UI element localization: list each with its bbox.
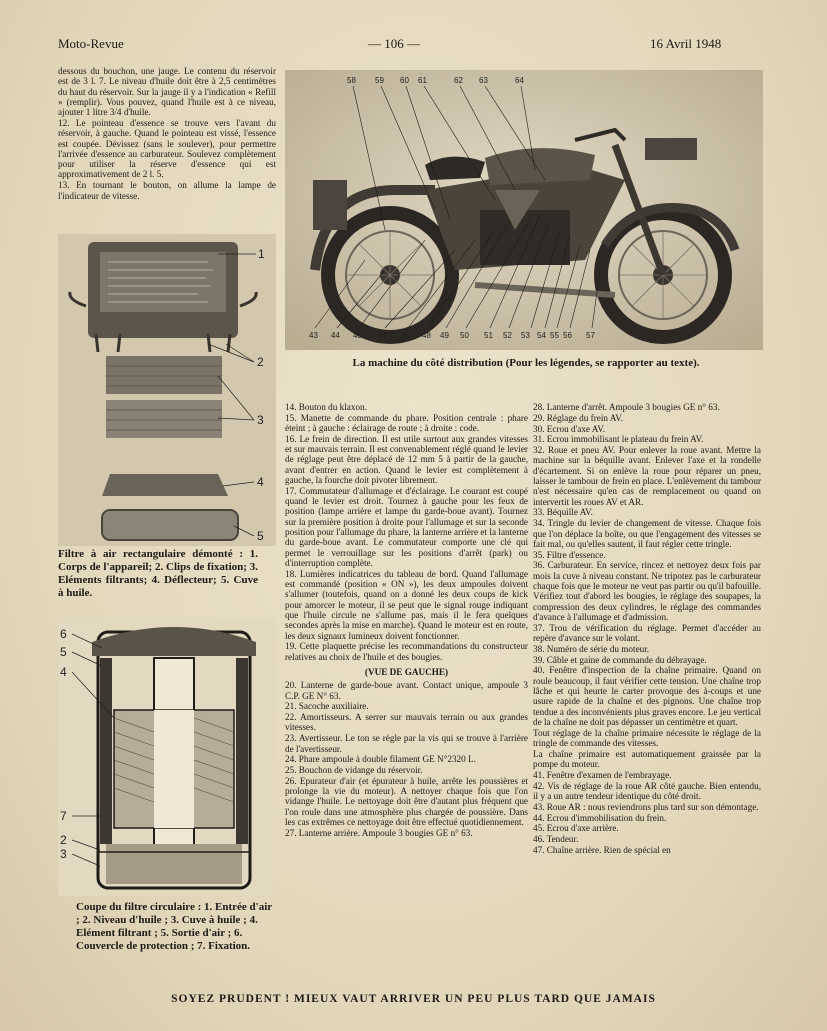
fig1-label-5: 5 <box>257 529 264 543</box>
paragraph: 41. Fenêtre d'examen de l'embrayage. <box>533 769 672 780</box>
callout-46: 46 <box>379 331 388 340</box>
fig1-label-1: 1 <box>258 247 265 261</box>
fig2-label-3: 3 <box>60 847 67 861</box>
paragraph: 38. Numéro de série du moteur. <box>533 643 650 654</box>
paragraph: 21. Sacoche auxiliaire. <box>285 701 369 712</box>
paragraph: 44. Ecrou d'immobilisation du frein. <box>533 812 667 823</box>
callout-57: 57 <box>586 331 595 340</box>
paragraph: 39. Câble et gaine de commande du débrayage. <box>533 654 707 665</box>
callout-64: 64 <box>515 76 524 85</box>
paragraph: 16. Le frein de direction. Il est utile surtout aux grandes vitesses et sur mauvais terrain. Il est convenablement réglé quand le levier de réglage peut être déplacé de 12 mm 5 à partir de la gauche, avant d'entrer en action. Quand le levier est complètement à gauche, la fourche doit pivoter librement. <box>285 433 528 486</box>
fig2-label-2: 2 <box>60 833 67 847</box>
motorcycle-photo <box>285 70 763 350</box>
paragraph: 34. Tringle du levier de changement de vitesse. Chaque fois que l'on déplace la boîte, ou que l'engagement des vitesses se fait mal, ou qu'elles sautent, il faut régler cette tringle. <box>533 518 761 549</box>
fig2-caption: Coupe du filtre circulaire : 1. Entrée d'air ; 2. Niveau d'huile ; 3. Cuve à huile ; 4. Elément filtrant ; 5. Sortie d'air ; 6. Couvercle de protection ; 7. Fixation. <box>76 901 272 952</box>
paragraph: 29. Réglage du frein AV. <box>533 412 623 423</box>
fig1-label-2: 2 <box>257 355 264 369</box>
callout-59: 59 <box>375 76 384 85</box>
callout-61: 61 <box>418 76 427 85</box>
paragraph: 18. Lumières indicatrices du tableau de bord. Quand l'allumage est commandé (position « ON »), les deux ampoules doivent s'allumer (toutefois, quand on a donné les deux coups de kick pour amorcer le moteur, il se peut que le signal rouge indiquant que l'huile circule ne s'allume pas, mais il le fera quelques secondes après la mise en marche). Quand le moteur est en route, les deux signaux lumineux doivent fonctionner. <box>285 568 528 641</box>
paragraph: 32. Roue et pneu AV. Pour enlever la roue avant. Mettre la machine sur la béquille avant. Enlever l'axe et la rondelle d'écartement. Si on enlève la roue pour réparer un pneu, laisser le tambour de frein en place. L'enlèvement du tambour n'est nécessaire qu'en cas de remplacement ou quand on intervertit les roues AV et AR. <box>533 445 761 507</box>
paragraph: 37. Trou de vérification du réglage. Permet d'accéder au repère d'avance sur le volant. <box>533 622 761 644</box>
magazine-title: Moto-Revue <box>58 36 124 51</box>
callout-52: 52 <box>503 331 512 340</box>
paragraph: 12. Le pointeau d'essence se trouve vers l'avant du réservoir, à gauche. Quand le pointeau est vissé, l'essence est coupée. Dévissez (sans le soulever), pour permettre l'arrivée d'essence au carburateur. Soulevez complètement pour utiliser la réserve d'essence qui est approximativement de 2 l. 5. <box>58 117 276 180</box>
paragraph: 28. Lanterne d'arrêt. Ampoule 3 bougies GE n° 63. <box>533 402 720 412</box>
paragraph: 40. Fenêtre d'inspection de la chaîne primaire. Quand on roule beaucoup, il faut vérifier cette tension. Une chaîne trop lâche et qui heurte le carter provoque des à-coups et une usure rapide de la chaîne et des pignons. Une chaîne trop tendue a des inconvénients plus graves encore. Le jeu vertical de la chaîne ne doit pas dépasser un centimètre et quart. <box>533 665 761 727</box>
callout-50: 50 <box>460 331 469 340</box>
page-number: — 106 — <box>368 36 420 51</box>
callout-58: 58 <box>347 76 356 85</box>
callout-54: 54 <box>537 331 546 340</box>
paragraph: 45. Ecrou d'axe arrière. <box>533 823 619 834</box>
column-3-text <box>533 402 761 856</box>
callout-60: 60 <box>400 76 409 85</box>
fig1-label-3: 3 <box>257 413 264 427</box>
paragraph: 33. Béquille AV. <box>533 507 593 518</box>
paragraph: dessous du bouchon, une jauge. Le contenu du réservoir est de 3 l. 7. Le niveau d'huile doit être à 2,5 centimètres du haut du réservoir. Sur la jauge il y a l'indication « Refill » (remplir). Vous pouvez, quand l'huile est à ce niveau, ajouter 1 litre 3/4 d'huile. <box>58 66 276 118</box>
paragraph: 42. Vis de réglage de la roue AR côté gauche. Bien entendu, il y a un autre tendeur identique du côté droit. <box>533 780 761 801</box>
paragraph: 13. En tournant le bouton, on allume la lampe de l'indicateur de vitesse. <box>58 180 276 201</box>
paragraph: Tout réglage de la chaîne primaire nécessite le réglage de la tringle de commande des vitesses. <box>533 727 761 748</box>
paragraph: La chaîne primaire est automatiquement graissée par la pompe du moteur. <box>533 748 761 770</box>
callout-43: 43 <box>309 331 318 340</box>
paragraph: 19. Cette plaquette précise les recommandations du constructeur relatives au choix de l'huile et des bougies. <box>285 641 528 662</box>
paragraph: 31. Ecrou immobilisant le plateau du frein AV. <box>533 434 704 445</box>
paragraph: 17. Commutateur d'allumage et d'éclairage. Le courant est coupé quand le levier est droit. Tournez à gauche pour les feux de position (lampe arrière et lampe du garde-boue avant). Tournez sur la première position à droite pour l'allumage et sur la seconde position pour l'allumage du phare, la lanterne arrière et la lanterne du garde-boue avant. Le commutateur comporte une clé qui permet le verrouillage sur les positions d'arrêt (park) ou d'interruption complète. <box>285 485 528 568</box>
paragraph: 36. Carburateur. En service, rincez et nettoyez deux fois par mois la cuve à niveau constant. Ne tripotez pas le carburateur chaque fois que le moteur ne veut pas partir ou qu'il bafouille. Vérifiez tout d'abord les bougies, le réglage des soupapes, la compression des deux cylindres, le réglage des commandes d'avance à l'allumage et d'admission. <box>533 560 761 622</box>
rectangular-air-filter-figure <box>58 234 276 546</box>
circular-filter-section-figure <box>58 618 276 896</box>
callout-48: 48 <box>422 331 431 340</box>
paragraph: 35. Filtre d'essence. <box>533 549 606 560</box>
section-heading: (VUE DE GAUCHE) <box>364 666 449 677</box>
callout-51: 51 <box>484 331 493 340</box>
fig2-label-6: 6 <box>60 627 67 641</box>
callout-44: 44 <box>331 331 340 340</box>
paragraph: 47. Chaîne arrière. Rien de spécial en <box>533 844 671 855</box>
paragraph: 14. Bouton du klaxon. <box>285 402 367 412</box>
photo-caption: La machine du côté distribution (Pour les légendes, se rapporter au texte). <box>352 357 700 369</box>
paragraph: 43. Roue AR : nous reviendrons plus tard sur son démontage. <box>533 801 759 812</box>
column-1-text <box>58 66 276 201</box>
callout-45: 45 <box>353 331 362 340</box>
paragraph: 30. Ecrou d'axe AV. <box>533 423 605 434</box>
fig2-label-4: 4 <box>60 665 67 679</box>
callout-55: 55 <box>550 331 559 340</box>
fig1-label-4: 4 <box>257 475 264 489</box>
callout-56: 56 <box>563 331 572 340</box>
paragraph: 15. Manette de commande du phare. Position centrale : phare éteint ; à gauche : éclairage de route ; à droite : code. <box>285 412 528 434</box>
paragraph: 26. Epurateur d'air (et épurateur à huile, arrête les poussières et prolonge la vie du moteur). A nettoyer chaque fois que l'on vidange l'huile. Le nettoyage doit être d'autant plus fréquent que l'on roule dans une atmosphère plus chargée de poussière. Dans les cas extrêmes ce nettoyage doit être effectué quotidiennement. <box>285 775 528 828</box>
paragraph: 23. Avertisseur. Le ton se règle par la vis qui se trouve à l'arrière de l'avertisseur. <box>285 733 528 754</box>
paragraph: 20. Lanterne de garde-boue avant. Contact unique, ampoule 3 C.P. GE N° 63. <box>285 680 528 701</box>
callout-47: 47 <box>402 331 411 340</box>
paragraph: 46. Tendeur. <box>533 834 579 845</box>
paragraph: 24. Phare ampoule à double filament GE N°2320 L. <box>285 754 476 765</box>
column-2-text <box>285 402 528 839</box>
footer-slogan: SOYEZ PRUDENT ! MIEUX VAUT ARRIVER UN PEU PLUS TARD QUE JAMAIS <box>171 993 656 1005</box>
issue-date: 16 Avril 1948 <box>650 36 722 51</box>
paragraph: 27. Lanterne arrière. Ampoule 3 bougies GE n° 63. <box>285 827 473 838</box>
paragraph: 25. Bouchon de vidange du réservoir. <box>285 765 423 776</box>
fig1-caption: Filtre à air rectangulaire démonté : 1. Corps de l'appareil; 2. Clips de fixation; 3. Eléments filtrants; 4. Déflecteur; 5. Cuve à huile. <box>58 548 258 599</box>
callout-63: 63 <box>479 76 488 85</box>
callout-62: 62 <box>454 76 463 85</box>
callout-49: 49 <box>440 331 449 340</box>
callout-53: 53 <box>521 331 530 340</box>
paragraph: 22. Amortisseurs. A serrer sur mauvais terrain ou aux grandes vitesses. <box>285 712 528 733</box>
fig2-label-7: 7 <box>60 809 67 823</box>
fig2-label-5: 5 <box>60 645 67 659</box>
